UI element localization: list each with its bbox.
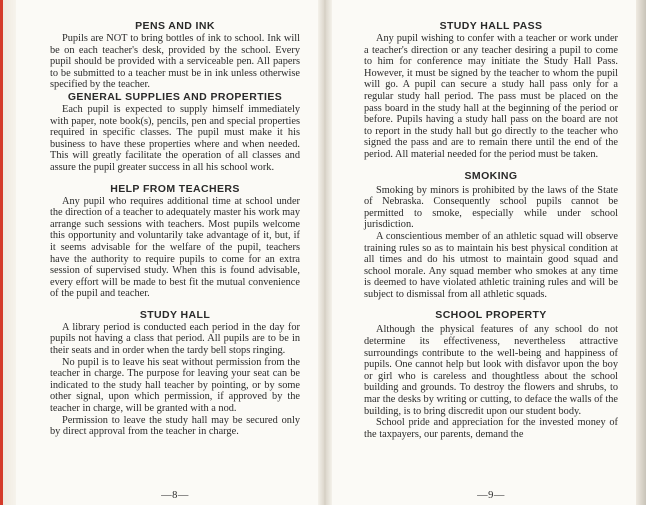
- page-number: —9—: [477, 490, 505, 501]
- paragraph: Permission to leave the study hall may be secured only by direct approval from the teacher in charge.: [50, 414, 300, 438]
- section-title-school-property: SCHOOL PROPERTY: [435, 309, 547, 322]
- paragraph: Pupils are NOT to bring bottles of ink to school. Ink will be on each teacher's desk, provided by the school. Every pupil should be provided with a serviceable pen. All papers to be submitted to a teacher must be in ink unless otherwise specified by the teacher.: [50, 33, 300, 91]
- section-title-general-supplies: GENERAL SUPPLIES AND PROPERTIES: [67, 90, 283, 103]
- paragraph: Although the physical features of any school do not determine its effectiveness, nevertheless attractive surroundings contribute to the well-being and happiness of pupils. One cannot help but look with disfavor upon the boy or girl who is careless and thoughtless about the school building and grounds. To destroy the flowers and shrubs, to mar the desks by writing or cutting, to deface the walls of the building, is to bring discredit upon our student body.: [364, 324, 618, 417]
- paragraph: School pride and appreciation for the invested money of the taxpayers, our parents, demand the: [364, 417, 618, 440]
- paragraph: Any pupil who requires additional time at school under the direction of a teacher to adequately master his work may arrange such sessions with teachers. Most pupils welcome this opportunity and voluntarily take advantage of it, but, if it seems advisable for the welfare of the pupil, teachers have the authority to require pupils to come for an extra session of supervised study. When this is found advisable, every effort will be made to best fit the mutual convenience of the pupil and teacher.: [50, 195, 300, 300]
- right-page-edge: [636, 0, 646, 505]
- paragraph: Each pupil is expected to supply himself immediately with paper, note book(s), pencils, pen and special properties required in specific classes. The pupil must make it his business to have these properties where and when needed. This will greatly facilitate the operation of all classes and assure the pupil greater success in all his school work.: [50, 103, 300, 173]
- section-title-help-from-teachers: HELP FROM TEACHERS: [110, 182, 240, 195]
- paragraph: Any pupil wishing to confer with a teacher or work under a teacher's direction or any teacher desiring a pupil to come to him for conference may initiate the Study Hall Pass. However, it must be signed by the teacher to whom the pupil will go. A pupil can secure a study hall pass only for a regular study hall period. The pass must be placed on the pass board in the study hall at the beginning of the period or before. Pupils having a study hall pass on the board are not to report in the study hall but go directly to the teacher who signed the pass and are to remain there until the end of the period. All material needed for the period must be taken.: [364, 33, 618, 160]
- section-title-study-hall-pass: STUDY HALL PASS: [439, 20, 543, 32]
- right-page-text: [364, 20, 618, 440]
- paragraph: A conscientious member of an athletic squad will observe training rules so as to maintain his best physical condition at all times and do his utmost to maintain good squad and school morale. Any squad member who smokes at any time is deemed to have violated athletic training rules and will be subject to dismissal from all athletic squads.: [364, 230, 618, 300]
- paragraph: No pupil is to leave his seat without permission from the teacher in charge. The purpose for leaving your seat can be indicated to the study hall teacher by pointing, or by some other signal, upon which permission, if approved by the teacher in charge, will be granted with a nod.: [50, 356, 300, 415]
- left-page: [50, 20, 300, 501]
- page-number: —8—: [161, 490, 189, 501]
- left-page-edge: [0, 0, 16, 505]
- section-title-smoking: SMOKING: [464, 169, 518, 182]
- section-title-pens-and-ink: PENS AND INK: [135, 20, 215, 32]
- right-page: [364, 20, 618, 501]
- book-gutter: [318, 0, 332, 505]
- paragraph: Smoking by minors is prohibited by the laws of the State of Nebraska. Consequently school pupils cannot be permitted to smoke, especially while under school jurisdiction.: [364, 184, 618, 231]
- section-title-study-hall: STUDY HALL: [139, 308, 211, 321]
- paragraph: A library period is conducted each period in the day for pupils not having a class that period. All pupils are to be in their seats and in order when the tardy bell stops ringing.: [50, 321, 300, 357]
- left-page-text: [50, 20, 300, 438]
